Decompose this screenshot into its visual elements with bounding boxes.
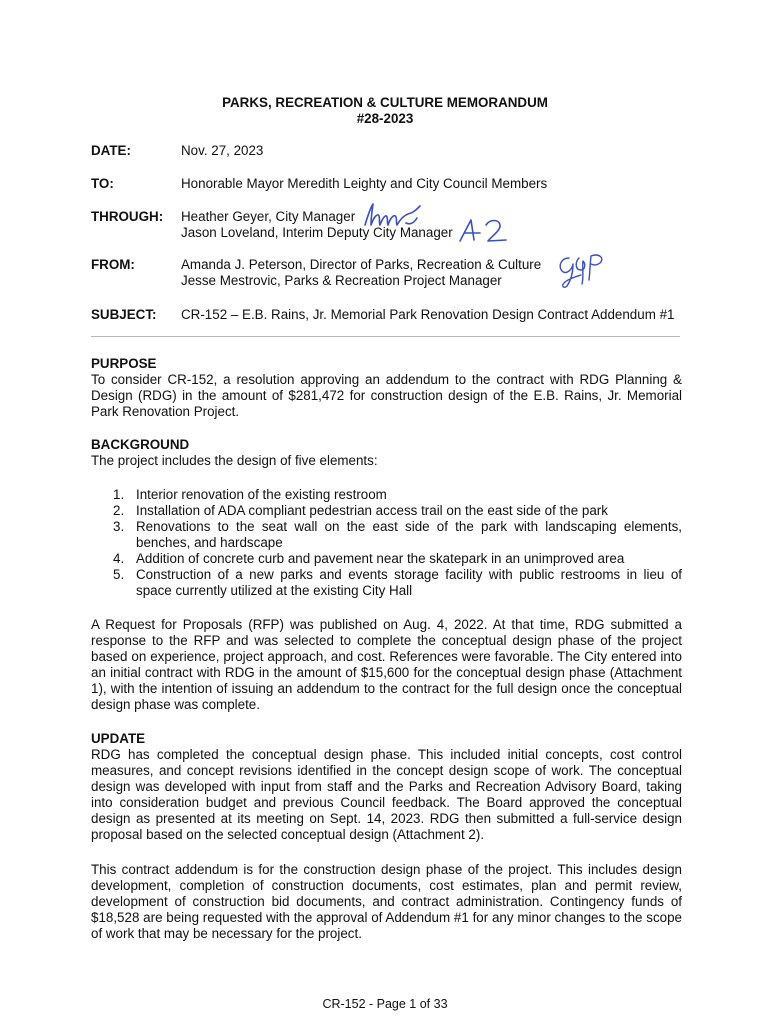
update-heading: UPDATE [91, 731, 146, 746]
header-divider [91, 336, 680, 337]
update-paragraph-2-section [91, 862, 682, 942]
list-item: 2. Installation of ADA compliant pedestrian access trail on the east side of the park [113, 503, 608, 518]
list-item: 1. Interior renovation of the existing restroom [113, 487, 387, 502]
purpose-text: To consider CR-152, a resolution approving an addendum to the contract with RDG Planning & Design (RDG) in the amount of $281,472 for construction design of the E.B. Rains, Jr. Memorial Park Renovation Project. [91, 372, 682, 419]
background-section [91, 437, 682, 469]
rfp-paragraph-section [91, 617, 682, 713]
to-label: TO: [91, 176, 114, 191]
through-city-manager: Heather Geyer, City Manager [181, 209, 356, 224]
memo-title: PARKS, RECREATION & CULTURE MEMORANDUM [222, 95, 548, 110]
background-intro: The project includes the design of five elements: [91, 453, 378, 468]
list-item: 5. Construction of a new parks and events storage facility with public restrooms in lieu of space currently utilized at the existing City Hall [113, 567, 682, 598]
list-item: 4. Addition of concrete curb and pavement near the skatepark in an unimproved area [113, 551, 625, 566]
from-project-manager: Jesse Mestrovic, Parks & Recreation Project Manager [181, 273, 502, 288]
update-section [91, 731, 682, 843]
subject-value: CR-152 – E.B. Rains, Jr. Memorial Park Renovation Design Contract Addendum #1 [181, 307, 675, 322]
list-item: 3. Renovations to the seat wall on the east side of the park with landscaping elements, benches, and hardscape [113, 519, 682, 550]
purpose-heading: PURPOSE [91, 356, 157, 371]
memo-number: #28-2023 [356, 111, 414, 126]
deputy-city-manager-signature [456, 216, 514, 244]
purpose-section [91, 356, 682, 420]
date-label: DATE: [91, 143, 131, 158]
update-paragraph-1: RDG has completed the conceptual design phase. This included initial concepts, cost control measures, and concept revisions identified in the concept design scope of work. The conceptual design was developed with input from staff and the Parks and Recreation Advisory Board, taking into consideration budget and previous Council feedback. The Board approved the conceptual design as presented at its meeting on Sept. 14, 2023. RDG then submitted a full-service design proposal based on the selected conceptual design (Attachment 2). [91, 747, 682, 842]
to-value: Honorable Mayor Meredith Leighty and City Council Members [181, 176, 548, 191]
through-label: THROUGH: [91, 209, 164, 224]
director-signature [555, 250, 613, 290]
from-label: FROM: [91, 257, 135, 272]
update-paragraph-2: This contract addendum is for the construction design phase of the project. This includes design development, completion of construction documents, cost estimates, plan and permit review, development of construction bid documents, and contract administration. Contingency funds of $18,528 are being requested with the approval of Addendum #1 for any minor changes to the scope of work that may be necessary for the project. [91, 862, 682, 941]
background-heading: BACKGROUND [91, 437, 190, 452]
subject-label: SUBJECT: [91, 307, 157, 322]
date-value: Nov. 27, 2023 [181, 143, 264, 158]
page-footer: CR-152 - Page 1 of 33 [322, 997, 448, 1011]
from-director: Amanda J. Peterson, Director of Parks, Recreation & Culture [181, 257, 542, 272]
city-manager-signature [362, 201, 424, 229]
rfp-paragraph: A Request for Proposals (RFP) was published on Aug. 4, 2022. At that time, RDG submitted a response to the RFP and was selected to complete the conceptual design phase of the project based on experience, project approach, and cost. References were favorable. The City entered into an initial contract with RDG in the amount of $15,600 for the conceptual design phase (Attachment 1), with the intention of issuing an addendum to the contract for the full design once the conceptual design phase was complete. [91, 617, 682, 712]
design-elements-list [91, 487, 682, 599]
through-deputy-city-manager: Jason Loveland, Interim Deputy City Manager [181, 225, 453, 240]
